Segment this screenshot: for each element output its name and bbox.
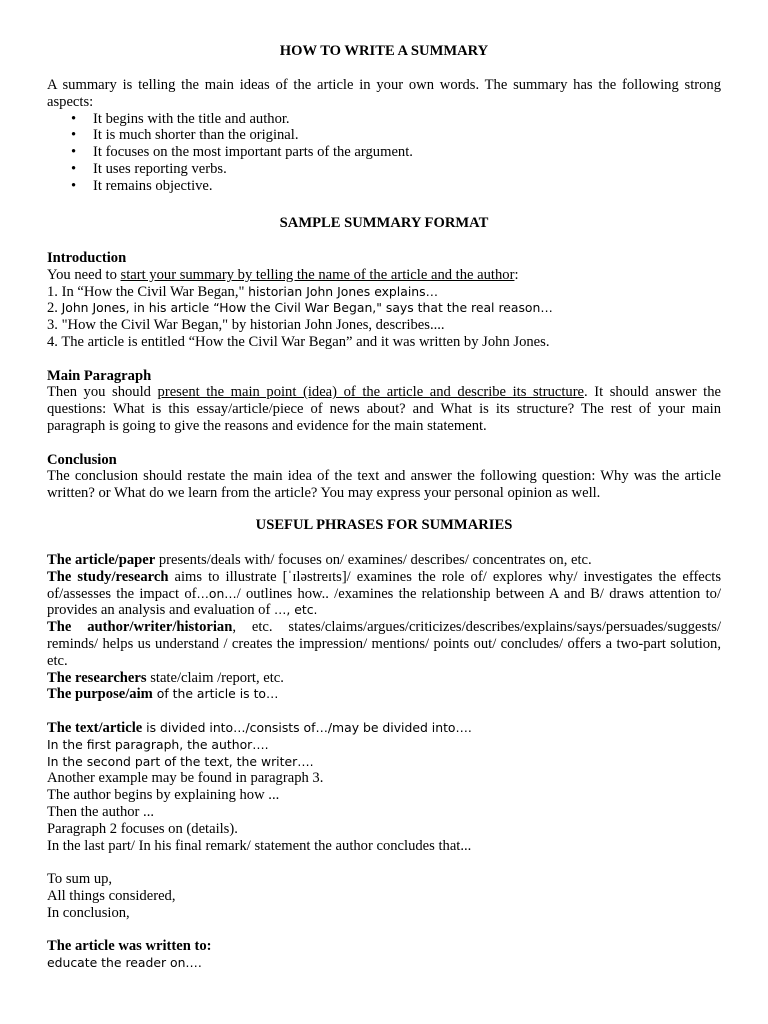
structure-text-sans: is divided into…/consists of…/may be divided into…. bbox=[142, 719, 472, 735]
phrase-bold: The purpose/aim bbox=[47, 686, 153, 703]
list-item: • It is much shorter than the original. bbox=[47, 127, 721, 144]
example-text: 1. In “How the Civil War Began," bbox=[47, 283, 249, 300]
closer-line: All things considered, bbox=[47, 887, 176, 904]
lead-underlined: start your summary by telling the name of the article and the author bbox=[120, 266, 515, 283]
example-1 bbox=[47, 284, 721, 301]
structure-line: Paragraph 2 focuses on (details). bbox=[47, 820, 238, 837]
phrase-text: aims to illustrate [ˈɪləstreɪts]/ examines the role of/ explores why/ investigates the effects of/assesses the impact of bbox=[47, 568, 721, 602]
format-title: SAMPLE SUMMARY FORMAT bbox=[279, 215, 489, 231]
phrase-3 bbox=[47, 619, 721, 669]
phrase-1 bbox=[47, 552, 721, 569]
phrase-bold: The study/research bbox=[47, 568, 169, 585]
intro-paragraph: A summary is telling the main ideas of the article in your own words. The summary has the following strong aspects: bbox=[47, 77, 721, 110]
list-item: • It begins with the title and author. bbox=[47, 111, 721, 128]
conclusion-text: The conclusion should restate the main idea of the text and answer the following question: Why was the article written? or What do we learn from the article? You may express your personal opinion as well. bbox=[47, 468, 721, 502]
phrase-5 bbox=[47, 686, 721, 703]
structure-lead bbox=[47, 720, 721, 737]
structure-bold: The text/article bbox=[47, 719, 143, 736]
phrase-text-sans: of the article is to… bbox=[152, 686, 279, 702]
main-paragraph-heading: Main Paragraph bbox=[47, 367, 152, 384]
purpose-line: educate the reader on…. bbox=[47, 955, 202, 971]
example-text: 2. bbox=[47, 300, 62, 317]
phrase-bold: The article/paper bbox=[47, 552, 156, 568]
list-item: • It remains objective. bbox=[47, 178, 721, 195]
phrase-text: , etc. states/claims/argues/criticizes/describes/explains/says/persuades/suggests/ reminds/ helps us understand / creates the impression/ mentions/ points out/ concludes/ offers a two-part solution, etc. bbox=[47, 619, 722, 669]
structure-line: In the last part/ In his final remark/ statement the author concludes that... bbox=[47, 837, 472, 854]
introduction-section bbox=[47, 250, 721, 502]
example-2 bbox=[47, 300, 721, 317]
closer-line: In conclusion, bbox=[47, 904, 130, 921]
example-text-sans: historian John Jones explains… bbox=[248, 283, 438, 299]
introduction-lead bbox=[47, 267, 721, 284]
lead-text: You need to bbox=[47, 266, 121, 283]
conclusion-heading: Conclusion bbox=[47, 451, 117, 468]
closer-line: To sum up, bbox=[47, 871, 113, 888]
document-title: HOW TO WRITE A SUMMARY bbox=[279, 43, 489, 59]
example-3: 3. "How the Civil War Began," by historian John Jones, describes.... bbox=[47, 317, 445, 334]
example-4: 4. The article is entitled “How the Civil War Began” and it was written by John Jones. bbox=[47, 333, 550, 350]
phrase-text-sans: …on… bbox=[196, 585, 237, 601]
main-text-rest: . It should answer the questions: What is this essay/article/piece of news about? and What is its structure? The rest of your main paragraph is going to give the reasons and evidence for the main statement. bbox=[47, 384, 721, 434]
structure-line: In the first paragraph, the author…. bbox=[47, 736, 269, 752]
lead-colon: : bbox=[514, 266, 519, 283]
main-underlined: present the main point (idea) of the article and describe its structure bbox=[157, 384, 585, 401]
phrases-section bbox=[47, 552, 721, 972]
phrase-2 bbox=[47, 569, 721, 619]
phrase-4 bbox=[47, 670, 721, 687]
structure-line: Another example may be found in paragraph 3. bbox=[47, 770, 324, 787]
purpose-heading: The article was written to: bbox=[47, 938, 212, 955]
phrase-bold: The author/writer/historian bbox=[47, 619, 233, 636]
introduction-heading: Introduction bbox=[47, 250, 127, 266]
structure-line: Then the author ... bbox=[47, 803, 154, 820]
example-text-sans: John Jones, in his article “How the Civil War Began," says that the real reason… bbox=[61, 300, 553, 316]
phrase-bold: The researchers bbox=[47, 669, 147, 686]
list-item: • It uses reporting verbs. bbox=[47, 161, 721, 178]
phrase-text: presents/deals with/ focuses on/ examines/ describes/ concentrates on, etc. bbox=[155, 552, 592, 568]
main-paragraph-text bbox=[47, 384, 721, 434]
phrase-text: state/claim /report, etc. bbox=[146, 669, 284, 686]
aspects-list bbox=[47, 111, 721, 195]
main-text: Then you should bbox=[47, 384, 158, 401]
intro-section bbox=[47, 77, 721, 195]
phrases-title: USEFUL PHRASES FOR SUMMARIES bbox=[255, 517, 513, 533]
phrase-text-sans: …, etc. bbox=[273, 602, 318, 618]
structure-line: The author begins by explaining how ... bbox=[47, 787, 280, 804]
phrase-text: / outlines how.. /examines the relationship between A and B/ draws attention to/ provides an analysis and evaluation of bbox=[47, 585, 722, 619]
list-item: • It focuses on the most important parts of the argument. bbox=[47, 144, 721, 161]
structure-line: In the second part of the text, the writer…. bbox=[47, 753, 314, 769]
